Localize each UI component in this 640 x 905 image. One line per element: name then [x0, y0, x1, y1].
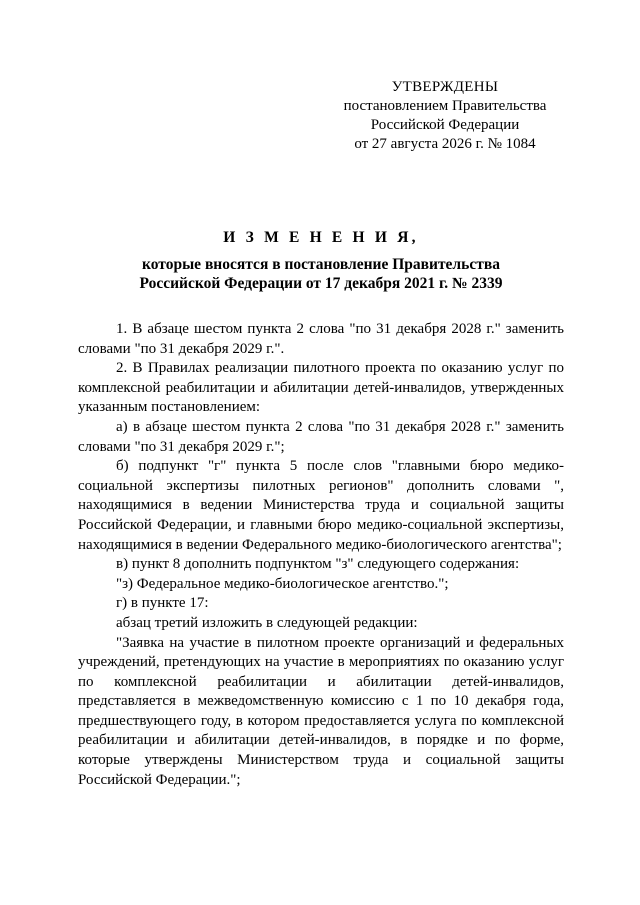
- paragraph-2g-abzac: абзац третий изложить в следующей редакции:: [116, 614, 418, 631]
- paragraph-2v-z: "з) Федеральное медико-биологическое агентство.";: [116, 575, 449, 592]
- paragraph-2b: б) подпункт "г" пункта 5 после слов "главными бюро медико-социальной экспертизы пилотных регионов" дополнить словами ", находящимися в ведении Министерства труда и социальной защиты Российской Федерации, и главными бюро медико-социальной экспертизы, находящимися в ведении Федерального медико-биологического агентства";: [78, 458, 564, 553]
- approval-line: постановлением Правительства: [343, 98, 547, 114]
- subtitle-line: которые вносятся в постановление Правительства: [142, 256, 500, 273]
- document-subtitle: [78, 255, 564, 293]
- document-body: [78, 320, 564, 790]
- paragraph-2g: г) в пункте 17:: [116, 595, 209, 612]
- paragraph-1: 1. В абзаце шестом пункта 2 слова "по 31 декабря 2028 г." заменить словами "по 31 декабря 2029 г.".: [78, 321, 564, 357]
- subtitle-line: Российской Федерации от 17 декабря 2021 г. № 2339: [139, 275, 503, 292]
- approval-heading: УТВЕРЖДЕНЫ: [391, 79, 499, 95]
- approval-stamp: [330, 78, 560, 154]
- paragraph-2a: а) в абзаце шестом пункта 2 слова "по 31 декабря 2028 г." заменить словами "по 31 декабря 2029 г.";: [78, 418, 564, 455]
- paragraph-2v: в) пункт 8 дополнить подпунктом "з" следующего содержания:: [116, 556, 520, 573]
- approval-line: от 27 августа 2026 г. № 1084: [354, 136, 536, 152]
- document-title-block: [78, 228, 564, 293]
- approval-line: Российской Федерации: [370, 117, 520, 133]
- paragraph-2: 2. В Правилах реализации пилотного проекта по оказанию услуг по комплексной реабилитации и абилитации детей-инвалидов, утвержденных указанным постановлением:: [78, 360, 564, 416]
- document-title: И З М Е Н Е Н И Я,: [223, 229, 419, 246]
- paragraph-2g-text: "Заявка на участие в пилотном проекте организаций и федеральных учреждений, претендующих на участие в мероприятиях по оказанию услуг по комплексной реабилитации и абилитации детей-инвалидов, представляется в межведомственную комиссию с 1 по 10 декабря года, предшествующего году, в котором предоставляется услуга по комплексной реабилитации и абилитации детей-инвалидов, в порядке и по форме, которые утверждены Министерством труда и социальной защиты Российской Федерации.";: [78, 634, 564, 788]
